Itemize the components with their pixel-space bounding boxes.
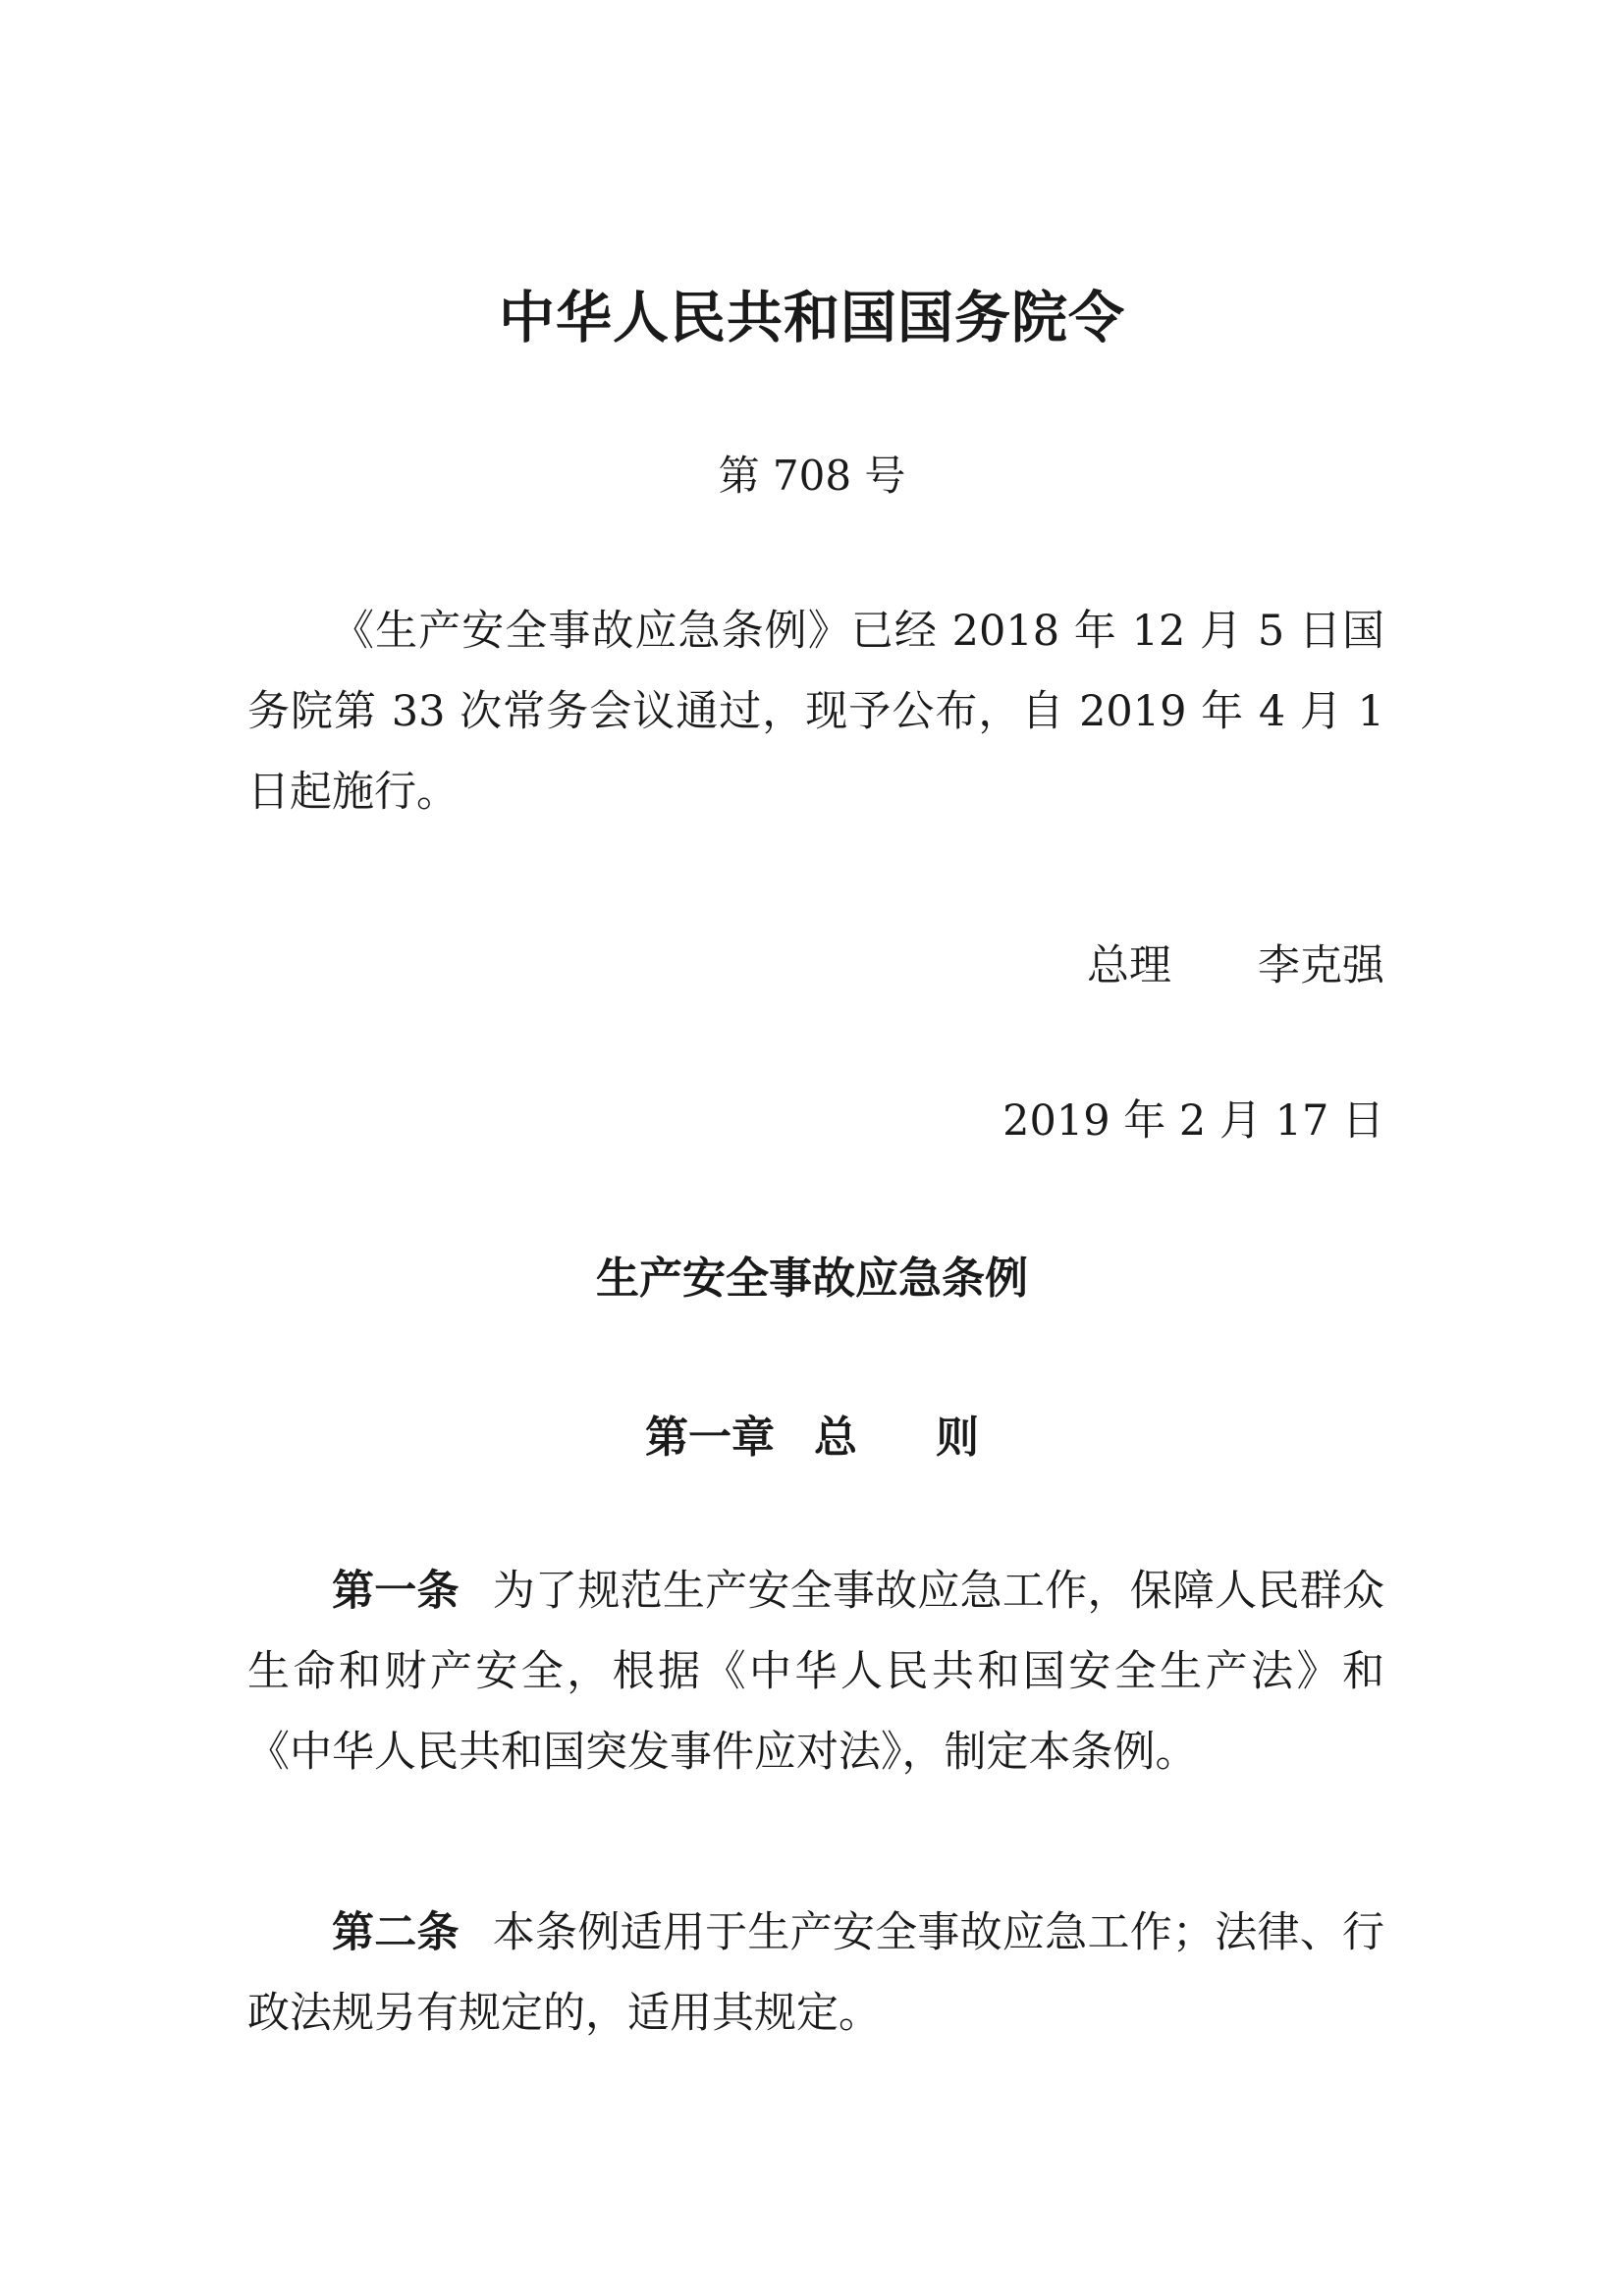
page-title: 中华人民共和国国务院令 bbox=[499, 286, 1125, 350]
chapter-name-part1: 总 bbox=[814, 1413, 857, 1463]
article-2 bbox=[247, 1893, 1384, 2054]
issue-date: 2019 年 2 月 17 日 bbox=[1002, 1096, 1384, 1146]
signer-name: 李克强 bbox=[1258, 941, 1384, 990]
article-1 bbox=[247, 1551, 1384, 1792]
signature-line bbox=[1087, 933, 1384, 992]
signer-title: 总理 bbox=[1087, 941, 1171, 990]
intro-paragraph: 《生产安全事故应急条例》已经 2018 年 12 月 5 日国务院第 33 次常务会议通过，现予公布，自 2019 年 4 月 1 日起施行。 bbox=[247, 607, 1384, 817]
article-text: 本条例适用于生产安全事故应急工作；法律、行政法规另有规定的，适用其规定。 bbox=[247, 1908, 1385, 2038]
order-number: 第 708 号 bbox=[718, 452, 906, 500]
regulation-title: 生产安全事故应急条例 bbox=[596, 1254, 1028, 1304]
chapter-heading bbox=[0, 1402, 1624, 1465]
article-text: 为了规范生产安全事故应急工作，保障人民群众生命和财产安全，根据《中华人民共和国安全生产法》和《中华人民共和国突发事件应对法》，制定本条例。 bbox=[247, 1567, 1385, 1777]
chapter-number: 第一章 bbox=[645, 1413, 775, 1463]
article-label: 第二条 bbox=[332, 1908, 460, 1957]
chapter-name-part2: 则 bbox=[936, 1413, 979, 1463]
article-label: 第一条 bbox=[332, 1567, 460, 1616]
